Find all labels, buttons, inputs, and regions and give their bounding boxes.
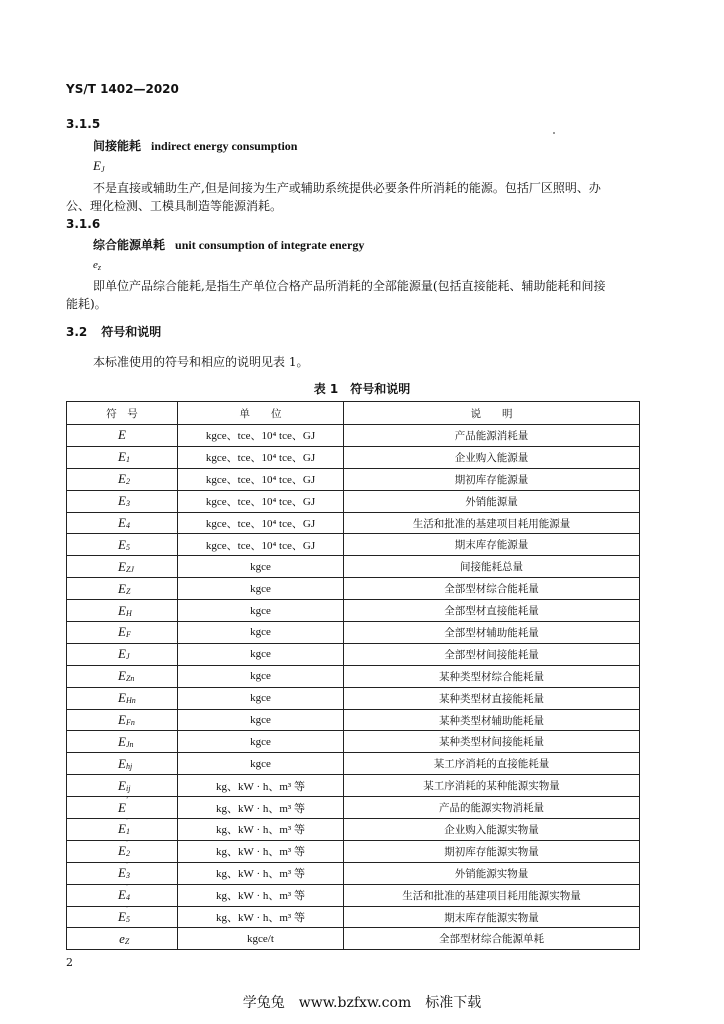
section-heading [66, 324, 161, 340]
table-row [67, 906, 640, 928]
symbol-prime: ′ [125, 906, 128, 914]
symbol-base: E [118, 887, 126, 903]
table-row [67, 928, 640, 950]
symbol-base: E [118, 733, 126, 749]
symbol-cell [67, 819, 178, 841]
symbol [118, 449, 130, 465]
section-intro: 本标准使用的符号和相应的说明见表 1。 [93, 355, 309, 369]
description-cell: 生活和批准的基建项目耗用能源量 [344, 512, 640, 534]
unit-cell: kgce、tce、10⁴ tce、GJ [178, 490, 344, 512]
table-row [67, 578, 640, 600]
description-cell: 某工序消耗的直接能耗量 [344, 753, 640, 775]
symbol-sub: Z [124, 936, 130, 946]
table-row [67, 840, 640, 862]
symbol-base: E [118, 909, 126, 925]
symbol-sub: F [125, 630, 131, 640]
symbol-sub: 5 [125, 915, 130, 925]
description-cell: 全部型材综合能耗量 [344, 578, 640, 600]
symbol-base: E [118, 821, 126, 837]
symbol-base: E [118, 865, 126, 881]
symbol-base: E [118, 580, 126, 596]
description-cell: 某工序消耗的某种能源实物量 [344, 775, 640, 797]
unit-cell: kgce、tce、10⁴ tce、GJ [178, 512, 344, 534]
symbol-cell [67, 928, 178, 950]
symbol-cell [67, 534, 178, 556]
symbol-base: E [118, 799, 126, 815]
unit-cell: kgce [178, 578, 344, 600]
symbol-cell [67, 687, 178, 709]
symbol-cell [67, 775, 178, 797]
header-cell: 符 号 [67, 402, 178, 425]
table-row [67, 643, 640, 665]
table-row [67, 862, 640, 884]
unit-cell: kgce、tce、10⁴ tce、GJ [178, 425, 344, 447]
description-cell: 某种类型材综合能耗量 [344, 665, 640, 687]
symbol [118, 796, 128, 816]
symbol [118, 493, 130, 509]
unit-cell: kgce [178, 665, 344, 687]
table-row [67, 775, 640, 797]
symbol-sub: H [125, 608, 132, 618]
unit-cell: kg、kW · h、m³ 等 [178, 797, 344, 819]
description-cell: 某种类型材辅助能耗量 [344, 709, 640, 731]
symbol-cell [67, 906, 178, 928]
unit-cell: kgce [178, 600, 344, 622]
unit-cell: kgce、tce、10⁴ tce、GJ [178, 534, 344, 556]
symbol-base: e [119, 930, 125, 946]
symbol-sub: 4 [125, 893, 130, 903]
description-cell: 全部型材综合能源单耗 [344, 928, 640, 950]
symbol-base: e [93, 259, 98, 271]
symbol [118, 818, 130, 837]
symbol-cell [67, 425, 178, 447]
symbol-cell [67, 600, 178, 622]
symbol-cell [67, 622, 178, 644]
unit-cell: kgce [178, 731, 344, 753]
term-symbol [93, 256, 101, 276]
symbol [118, 515, 130, 531]
table-row [67, 731, 640, 753]
symbol-base: E [118, 624, 126, 640]
symbol [118, 755, 133, 772]
symbol-cell [67, 556, 178, 578]
symbol-base: E [118, 536, 126, 552]
symbol [118, 427, 126, 443]
unit-cell: kgce、tce、10⁴ tce、GJ [178, 446, 344, 468]
symbol [118, 602, 132, 619]
unit-cell: kg、kW · h、m³ 等 [178, 906, 344, 928]
symbol-prime: ′ [125, 884, 128, 892]
table-row [67, 622, 640, 644]
description-cell: 全部型材间接能耗量 [344, 643, 640, 665]
symbol-base: E [118, 449, 126, 465]
symbol-sub: 4 [125, 521, 130, 530]
term-cn: 间接能耗 [93, 139, 142, 153]
table-header-row [67, 402, 640, 425]
description-cell: 生活和批准的基建项目耗用能源实物量 [344, 884, 640, 906]
definition-line: 能耗)。 [66, 297, 107, 311]
header-cell: 说 明 [344, 402, 640, 425]
symbol-sub: ij [125, 783, 131, 793]
symbol-cell [67, 862, 178, 884]
unit-cell: kgce [178, 556, 344, 578]
symbol [118, 624, 131, 640]
description-cell: 全部型材直接能耗量 [344, 600, 640, 622]
symbol-base: E [118, 515, 126, 530]
symbol-prime: ′ [125, 862, 128, 870]
symbol [118, 471, 130, 487]
symbol-base: E [118, 471, 126, 487]
symbol-sub: 1 [125, 827, 130, 837]
symbol [118, 840, 130, 859]
symbol-cell [67, 797, 178, 819]
symbol-cell [67, 753, 178, 775]
table-row [67, 534, 640, 556]
term-heading [93, 237, 364, 253]
symbol [118, 646, 130, 662]
table-row [67, 446, 640, 468]
clause-number: 3.1.6 [66, 217, 101, 231]
unit-cell: kgce、tce、10⁴ tce、GJ [178, 468, 344, 490]
symbol [118, 906, 130, 925]
unit-cell: kg、kW · h、m³ 等 [178, 884, 344, 906]
symbol-sub: J [100, 165, 105, 174]
symbol-sub: hj [125, 761, 133, 771]
symbol-cell [67, 578, 178, 600]
symbol-sub: Hn [125, 696, 136, 706]
symbol-base: E [118, 602, 126, 618]
table-row [67, 665, 640, 687]
symbol-sub: Fn [125, 718, 135, 728]
table-row [67, 490, 640, 512]
description-cell: 期末库存能源量 [344, 534, 640, 556]
symbol-sub: 3 [125, 871, 130, 881]
symbol-cell [67, 709, 178, 731]
description-cell: 间接能耗总量 [344, 556, 640, 578]
symbol-base: E [118, 493, 126, 509]
symbol-prime: ′ [125, 840, 128, 848]
symbol [118, 536, 130, 553]
symbol [118, 690, 136, 706]
symbol [118, 712, 135, 728]
symbol-sub: Jn [125, 739, 134, 749]
clause-number: 3.1.5 [66, 117, 101, 131]
unit-cell: kg、kW · h、m³ 等 [178, 819, 344, 841]
symbol-base: E [118, 755, 126, 771]
scan-speck [553, 132, 555, 134]
symbol [119, 930, 130, 947]
symbol-sub: ZJ [125, 564, 134, 574]
symbol-prime: ′ [125, 818, 128, 826]
unit-cell: kgce [178, 709, 344, 731]
table-row [67, 819, 640, 841]
term-en: indirect energy consumption [151, 139, 298, 153]
unit-cell: kgce [178, 753, 344, 775]
description-cell: 企业购入能源量 [344, 446, 640, 468]
page-number: 2 [66, 956, 73, 969]
symbol [118, 777, 131, 794]
symbol-sub: Zn [125, 674, 135, 684]
unit-cell: kg、kW · h、m³ 等 [178, 775, 344, 797]
term-symbol [93, 158, 105, 178]
definition-line: 即单位产品综合能耗,是指生产单位合格产品所消耗的全部能源量(包括直接能耗、辅助能耗和间接 [93, 279, 606, 293]
symbol [118, 558, 134, 575]
table-row [67, 556, 640, 578]
symbol [118, 733, 134, 750]
table-row [67, 884, 640, 906]
term-en: unit consumption of integrate energy [175, 238, 365, 252]
symbol-sub: 3 [125, 499, 130, 509]
table-row [67, 687, 640, 709]
unit-cell: kgce [178, 622, 344, 644]
unit-cell: kg、kW · h、m³ 等 [178, 862, 344, 884]
section-title: 符号和说明 [101, 325, 162, 339]
table-row [67, 600, 640, 622]
symbol-base: E [118, 646, 126, 662]
symbol-cell [67, 884, 178, 906]
symbol-cell [67, 665, 178, 687]
description-cell: 期末库存能源实物量 [344, 906, 640, 928]
symbol-cell [67, 490, 178, 512]
description-cell: 期初库存能源实物量 [344, 840, 640, 862]
unit-cell: kg、kW · h、m³ 等 [178, 840, 344, 862]
description-cell: 全部型材辅助能耗量 [344, 622, 640, 644]
symbol-base: E [118, 777, 126, 793]
description-cell: 产品的能源实物消耗量 [344, 797, 640, 819]
unit-cell: kgce/t [178, 928, 344, 950]
definition-line: 不是直接或辅助生产,但是间接为生产或辅助系统提供必要条件所消耗的能源。包括厂区照明、办 [93, 181, 601, 195]
table-row [67, 753, 640, 775]
symbol-cell [67, 446, 178, 468]
symbol-sub: J [125, 652, 130, 662]
table-row [67, 468, 640, 490]
symbol-base: E [118, 690, 126, 706]
symbol-base: E [93, 158, 101, 173]
symbol-sub: Z [125, 586, 131, 596]
symbol-base: E [118, 668, 126, 684]
description-cell: 期初库存能源量 [344, 468, 640, 490]
symbol-sub: 1 [125, 455, 130, 465]
symbol-base: E [118, 843, 126, 859]
symbol-base: E [118, 427, 126, 443]
section-number: 3.2 [66, 325, 88, 339]
standard-id: YS/T 1402—2020 [66, 82, 179, 96]
table-title: 表 1 符号和说明 [313, 382, 411, 396]
symbol-sub: 5 [125, 542, 130, 552]
symbol-base: E [118, 712, 126, 728]
description-cell: 某种类型材间接能耗量 [344, 731, 640, 753]
description-cell: 企业购入能源实物量 [344, 819, 640, 841]
symbols-table [66, 401, 640, 950]
symbol-base: E [118, 558, 126, 574]
symbol-sub: 2 [125, 849, 130, 859]
table-row [67, 797, 640, 819]
symbol-cell [67, 840, 178, 862]
definition-line: 公、理化检测、工模具制造等能源消耗。 [66, 199, 283, 213]
symbol-cell [67, 512, 178, 534]
symbol [118, 862, 130, 881]
table-row [67, 709, 640, 731]
symbol [118, 884, 130, 903]
symbol-cell [67, 643, 178, 665]
symbol-cell [67, 731, 178, 753]
description-cell: 某种类型材直接能耗量 [344, 687, 640, 709]
header-cell: 单 位 [178, 402, 344, 425]
unit-cell: kgce [178, 643, 344, 665]
symbol-sub: 2 [125, 477, 130, 487]
symbol-cell [67, 468, 178, 490]
symbol-prime: ′ [125, 796, 128, 804]
term-cn: 综合能源单耗 [93, 238, 166, 252]
unit-cell: kgce [178, 687, 344, 709]
symbol [118, 580, 131, 597]
term-heading [93, 138, 297, 154]
description-cell: 外销能源量 [344, 490, 640, 512]
watermark-footer: 学兔兔 www.bzfxw.com 标准下载 [242, 995, 482, 1011]
symbol [118, 668, 135, 684]
symbol-sub: z [97, 263, 102, 272]
description-cell: 产品能源消耗量 [344, 425, 640, 447]
table-row [67, 425, 640, 447]
table-row [67, 512, 640, 534]
description-cell: 外销能源实物量 [344, 862, 640, 884]
